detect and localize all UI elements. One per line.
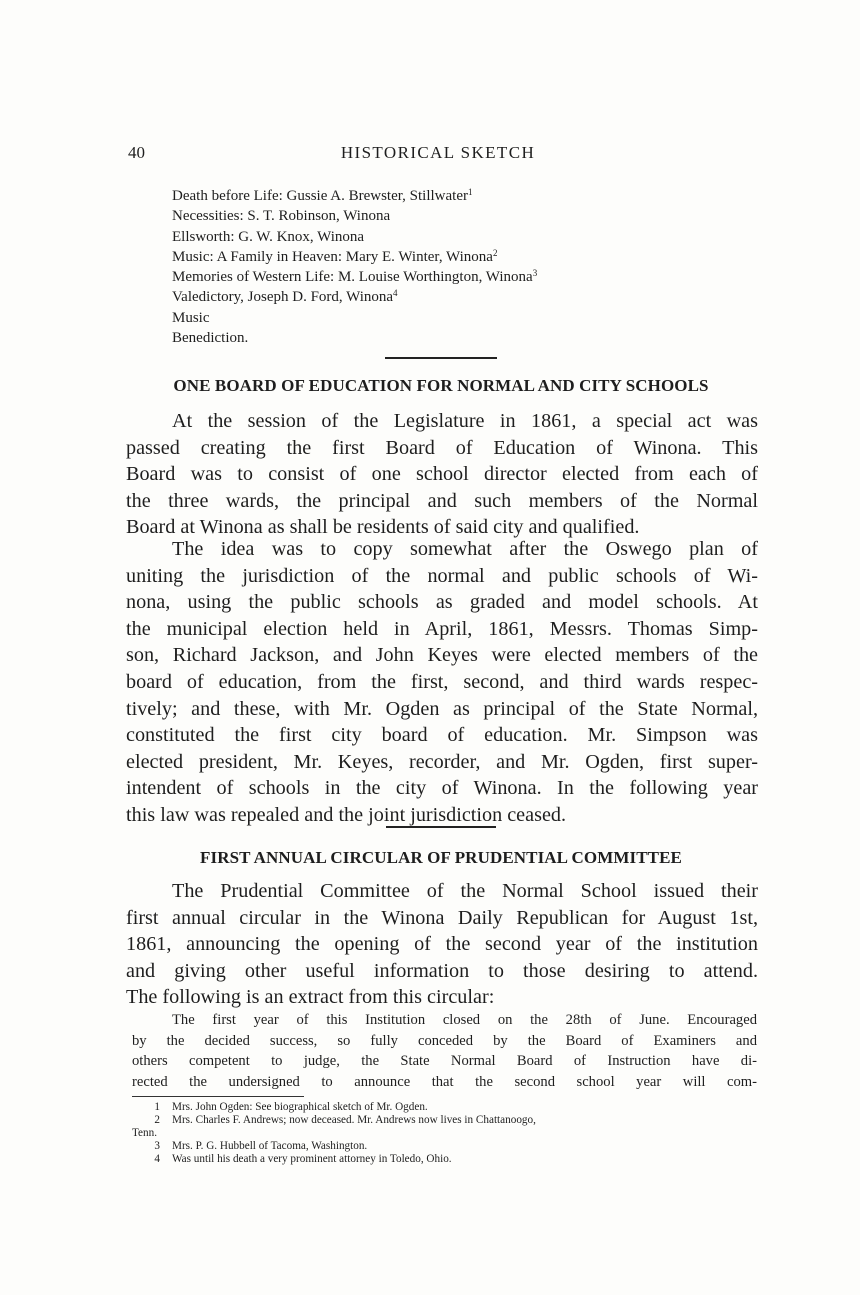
footnote: 2 Mrs. Charles F. Andrews; now deceased. Mr. Andrews now lives in Chattanoogo, [154,1114,536,1126]
running-title: HISTORICAL SKETCH [340,143,536,162]
program-item: Memories of Western Life: M. Louise Worthington, Winona$^3$ [172,268,538,286]
section-heading: FIRST ANNUAL CIRCULAR OF PRUDENTIAL COMMITTEE [200,848,682,867]
footnote: 4 Was until his death a very prominent attorney in Toledo, Ohio. [154,1153,452,1165]
program-item: Music: A Family in Heaven: Mary E. Winter, Winona$^2$ [172,247,498,265]
text-line: son, Richard Jackson, and John Keyes were elected members of the [126,644,758,667]
text-line: Board was to consist of one school director elected from each of [126,463,758,486]
text-line: passed creating the first Board of Education of Winona. This [126,436,758,459]
footnotes [132,1101,757,1166]
text-line: board of education, from the first, second, and third wards respec- [126,670,758,693]
text-line: rected the undersigned to announce that the second school year will com- [132,1073,757,1090]
text-line: nona, using the public schools as graded and model schools. At [126,591,758,614]
program-item: Death before Life: Gussie A. Brewster, Stillwater$^1$ [172,187,473,204]
section-divider [386,826,496,828]
section-heading: ONE BOARD OF EDUCATION FOR NORMAL AND CITY SCHOOLS [173,376,709,395]
text-line: the municipal election held in April, 1861, Messrs. Thomas Simp- [126,617,758,640]
text-line: tively; and these, with Mr. Ogden as principal of the State Normal, [126,697,758,720]
page-number: 40 [128,143,145,162]
text-line: Board at Winona as shall be residents of said city and qualified. [126,516,640,539]
program-item: Valedictory, Joseph D. Ford, Winona$^4$ [172,288,398,306]
text-line: by the decided success, so fully conceded by the Board of Examiners and [132,1032,757,1049]
text-line: elected president, Mr. Keyes, recorder, and Mr. Ogden, first super- [126,750,758,773]
footnote-divider [132,1096,304,1097]
paragraph [126,878,758,1011]
footnote-continuation: Tenn. [132,1127,158,1139]
text-line: 1861, announcing the opening of the second year of the institution [126,933,758,956]
text-line: intendent of schools in the city of Winona. In the following year [126,777,758,800]
circular-extract [132,1010,757,1092]
program-item: Benediction. [172,330,249,347]
text-line: and giving other useful information to those desiring to attend. [126,959,758,982]
text-line: The first year of this Institution closed on the 28th of June. Encouraged [172,1012,757,1028]
footnote: 3 Mrs. P. G. Hubbell of Tacoma, Washington. [154,1140,368,1152]
footnote: 1 Mrs. John Ogden: See biographical sketch of Mr. Ogden. [154,1101,428,1113]
program-item: Music [172,309,210,326]
text-line: uniting the jurisdiction of the normal and public schools of Wi- [126,564,758,587]
section-divider [385,357,497,359]
program-list [172,186,732,348]
text-line: constituted the first city board of education. Mr. Simpson was [126,724,758,747]
text-line: others competent to judge, the State Normal Board of Instruction have di- [132,1053,757,1069]
text-line: the three wards, the principal and such members of the Normal [126,489,758,512]
text-line: first annual circular in the Winona Daily Republican for August 1st, [126,906,758,929]
paragraph [126,408,758,541]
program-item: Necessities: S. T. Robinson, Winona [172,208,391,225]
text-line: The following is an extract from this circular: [126,986,495,1009]
paragraph [126,536,758,829]
text-line: The Prudential Committee of the Normal School issued their [172,880,758,902]
running-head [128,143,748,167]
program-item: Ellsworth: G. W. Knox, Winona [172,228,365,245]
text-line: The idea was to copy somewhat after the Oswego plan of [172,538,758,560]
text-line: this law was repealed and the joint jurisdiction ceased. [126,803,567,826]
text-line: At the session of the Legislature in 1861, a special act was [172,410,758,432]
